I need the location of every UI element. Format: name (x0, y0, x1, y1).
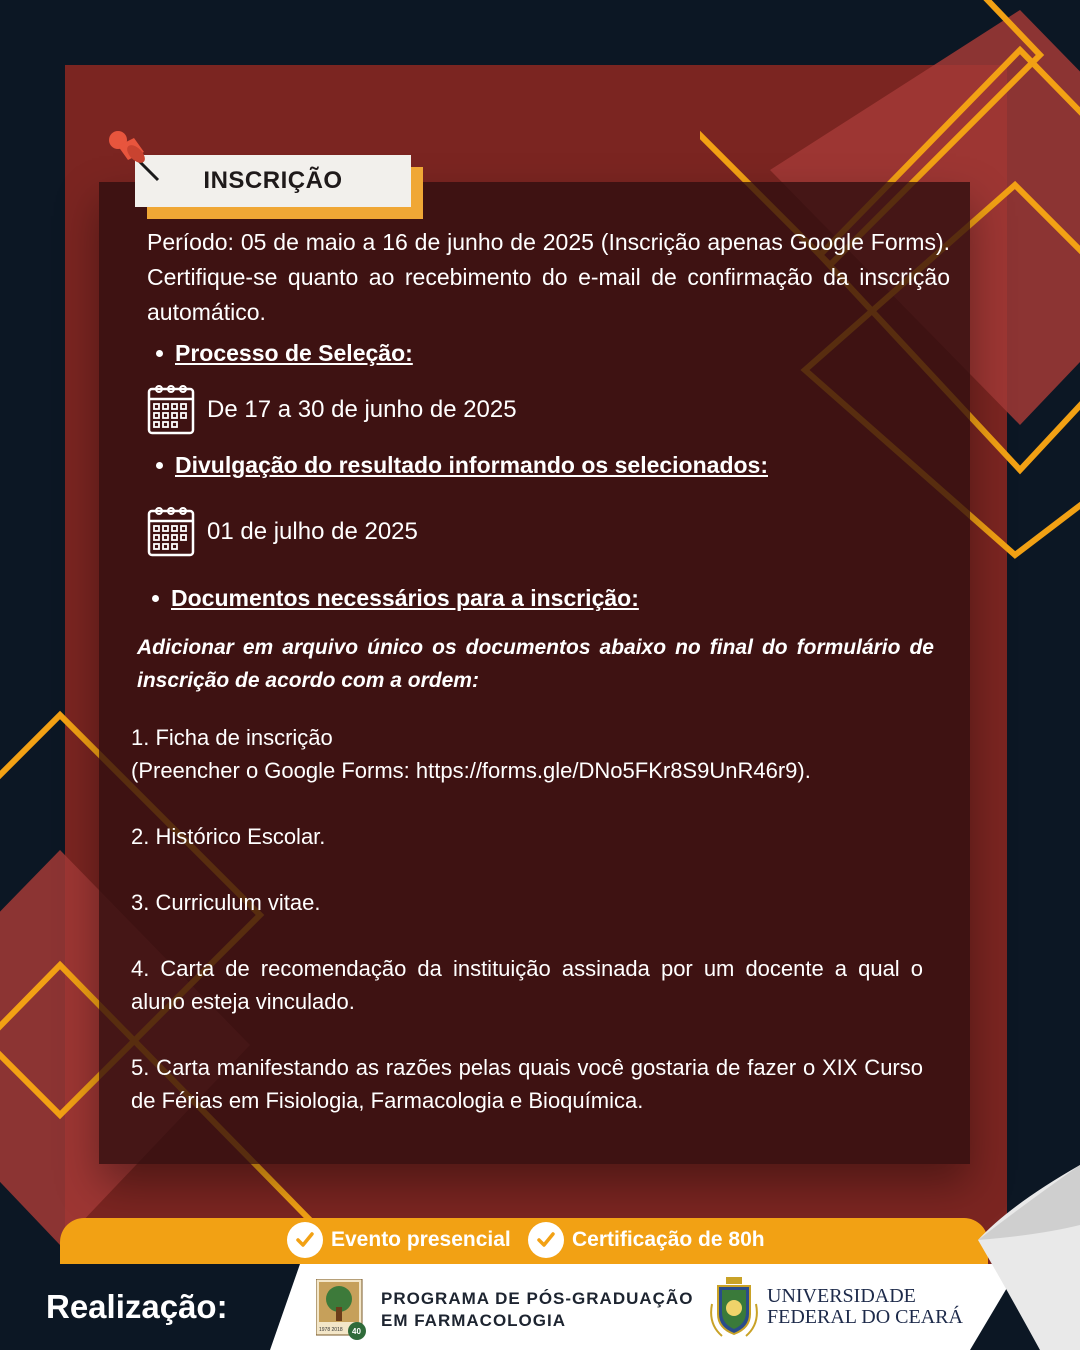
document-item-4: 4. Carta de recomendação da instituição assinada por um docente a qual o aluno esteja vinculado. (131, 956, 923, 1014)
pushpin-icon (104, 126, 162, 184)
selection-date: De 17 a 30 de junho de 2025 (207, 396, 517, 423)
program-line-1: PROGRAMA DE PÓS-GRADUAÇÃO (381, 1289, 694, 1308)
program-line-2: EM FARMACOLOGIA (381, 1311, 566, 1330)
bullet-dot (152, 595, 159, 602)
results-label: Divulgação do resultado informando os selecionados: (175, 452, 768, 478)
document-item-3: 3. Curriculum vitae. (131, 890, 321, 915)
bullet-documents (152, 585, 639, 612)
check-circle-icon (528, 1222, 564, 1258)
check-circle-icon (287, 1222, 323, 1258)
program-logo-years: 1978 2018 (319, 1327, 343, 1333)
page-curl-icon (970, 1165, 1080, 1350)
program-logo-badge: 40 (352, 1327, 361, 1336)
document-item-1-title: 1. Ficha de inscrição (131, 725, 333, 750)
badge-presencial-label: Evento presencial (331, 1228, 511, 1251)
section-label: INSCRIÇÃO (135, 155, 411, 207)
program-logo (316, 1279, 368, 1341)
bullet-dot (156, 462, 163, 469)
footer-info-bar (60, 1218, 988, 1264)
calendar-icon (147, 383, 197, 437)
document-item-1-detail: (Preencher o Google Forms: https://forms.gle/DNo5FKr8S9UnR46r9). (131, 758, 811, 783)
badge-certificacao (528, 1222, 765, 1258)
documents-instruction: Adicionar em arquivo único os documentos abaixo no final do formulário de inscrição de acordo com a ordem: (137, 636, 934, 692)
badge-presencial (287, 1222, 511, 1258)
bullet-selection (156, 340, 413, 367)
ufc-name (767, 1286, 963, 1328)
ufc-line-1: UNIVERSIDADE (767, 1285, 916, 1307)
ufc-crest-logo (708, 1274, 760, 1340)
badge-certificacao-label: Certificação de 80h (572, 1228, 765, 1251)
bullet-results (156, 452, 768, 479)
calendar-icon (147, 505, 197, 559)
documents-label: Documentos necessários para a inscrição: (171, 585, 639, 611)
selection-label: Processo de Seleção: (175, 340, 413, 366)
bullet-dot (156, 350, 163, 357)
selection-date-row (147, 383, 517, 437)
ufc-line-2: FEDERAL DO CEARÁ (767, 1306, 963, 1328)
document-item-5: 5. Carta manifestando as razões pelas quais você gostaria de fazer o XIX Curso de Férias em Fisiologia, Farmacologia e Bioquímica. (131, 1055, 923, 1113)
program-name (381, 1288, 693, 1332)
document-item-2: 2. Histórico Escolar. (131, 824, 326, 849)
results-date: 01 de julho de 2025 (207, 518, 418, 545)
realizacao-label: Realização: (46, 1288, 228, 1325)
results-date-row (147, 505, 418, 559)
period-text: Período: 05 de maio a 16 de junho de 2025 (Inscrição apenas Google Forms). Certifique-se quanto ao recebimento do e-mail de confirmação da inscrição automático. (147, 229, 950, 325)
